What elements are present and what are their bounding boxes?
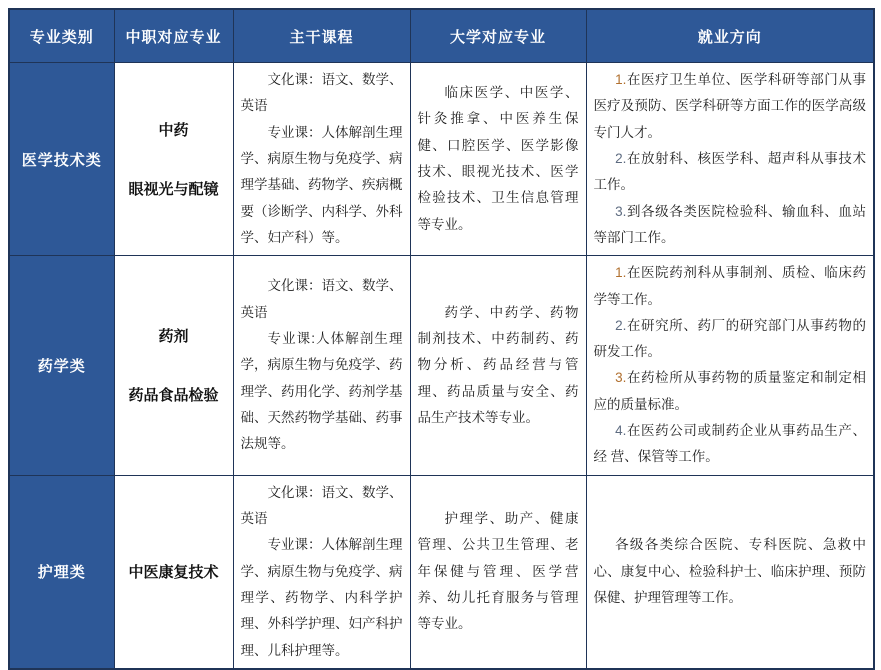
employment-item-text: 在药检所从事药物的质量鉴定和制定相应的质量标准。 bbox=[593, 370, 866, 412]
course-text: 语文、数学、英语 bbox=[240, 72, 403, 114]
category-cell: 药学类 bbox=[9, 256, 114, 476]
employment-item-text: 在放射科、核医学科、超声科从事技术工作。 bbox=[593, 150, 866, 193]
course-paragraph bbox=[241, 273, 403, 326]
employment-cell bbox=[586, 475, 874, 669]
course-paragraph bbox=[241, 532, 403, 664]
course-label: 专业课： bbox=[267, 537, 322, 553]
employment-item-number: 4. bbox=[615, 423, 627, 439]
university-majors-cell bbox=[410, 475, 586, 669]
course-label: 文化课： bbox=[267, 72, 322, 87]
major-line: 中药 bbox=[158, 122, 189, 140]
course-paragraph bbox=[241, 480, 403, 533]
secondary-major-cell bbox=[114, 475, 233, 669]
courses-cell bbox=[233, 475, 410, 669]
table-row-pharmacy bbox=[9, 256, 874, 476]
employment-item-number: 1. bbox=[615, 72, 627, 87]
table-row-medical-tech bbox=[9, 63, 874, 256]
course-paragraph bbox=[241, 120, 403, 252]
course-label: 文化课： bbox=[267, 278, 322, 294]
course-text: 人体解剖生理学、病原生物与免疫学、病理学基础、药物学、疾病概要（诊断学、内科学、外科学、妇产科）等。 bbox=[240, 124, 403, 245]
major-line: 中医康复技术 bbox=[128, 564, 219, 582]
employment-item-text: 各级各类综合医院、专科医院、急救中心、康复中心、检验科护士、临床护理、预防保健、护理管理等工作。 bbox=[593, 537, 866, 605]
university-majors-cell bbox=[410, 63, 586, 256]
course-label: 专业课： bbox=[267, 124, 322, 140]
university-majors-text: 护理学、助产、健康管理、公共卫生管理、老年保健与管理、医学营养、幼儿托育服务与管理等专业。 bbox=[417, 511, 579, 632]
majors-table-wrap bbox=[8, 8, 875, 670]
employment-item-text: 在医药公司或制药企业从事药品生产、经 营、保管等工作。 bbox=[593, 423, 866, 465]
header-university-major: 大学对应专业 bbox=[410, 9, 586, 63]
major-line: 眼视光与配镜 bbox=[128, 181, 219, 199]
course-text: 语文、数学、英语 bbox=[240, 484, 403, 526]
course-text: 人体解剖生理学，病原生物与免疫学、药理学、药用化学、药剂学基础、天然药物学基础、药事法规等。 bbox=[240, 330, 403, 452]
employment-cell bbox=[586, 63, 874, 256]
course-paragraph bbox=[241, 326, 403, 458]
header-core-courses: 主干课程 bbox=[233, 9, 410, 63]
employment-item-text: 在研究所、药厂的研究部门从事药物的研发工作。 bbox=[593, 317, 866, 360]
majors-table bbox=[8, 8, 875, 670]
university-majors-text: 临床医学、中医学、针灸推拿、中医养生保健、口腔医学、医学影像技术、眼视光技术、医学检验技术、卫生信息管理等专业。 bbox=[417, 85, 579, 232]
employment-item-number: 3. bbox=[615, 203, 627, 219]
header-employment: 就业方向 bbox=[586, 9, 874, 63]
header-category: 专业类别 bbox=[9, 9, 114, 63]
university-majors-text: 药学、中药学、药物制剂技术、中药制药、药物分析、药品经营与管理、药品质量与安全、药品生产技术等专业。 bbox=[417, 304, 579, 425]
employment-item-number: 2. bbox=[615, 150, 627, 166]
course-text: 人体解剖生理学、病原生物与免疫学、病理学、药物学、内科学护理、外科学护理、妇产科护理、儿科护理等。 bbox=[240, 537, 403, 658]
secondary-major-cell bbox=[114, 63, 233, 256]
course-paragraph bbox=[241, 67, 403, 120]
header-row bbox=[9, 9, 874, 63]
courses-cell bbox=[233, 256, 410, 476]
major-line: 药品食品检验 bbox=[128, 387, 219, 405]
employment-item-number: 3. bbox=[615, 370, 627, 386]
university-majors-cell bbox=[410, 256, 586, 476]
employment-item bbox=[594, 313, 867, 366]
course-label: 专业课: bbox=[267, 330, 315, 346]
header-secondary-major: 中职对应专业 bbox=[114, 9, 233, 63]
employment-item-number: 2. bbox=[615, 317, 627, 333]
employment-cell bbox=[586, 256, 874, 476]
course-text: 语文、数学、英语 bbox=[240, 278, 403, 320]
employment-item bbox=[594, 532, 867, 611]
employment-item-text: 在医院药剂科从事制剂、质检、临床药学等工作。 bbox=[593, 265, 866, 307]
employment-item bbox=[594, 67, 867, 146]
employment-item bbox=[594, 365, 867, 418]
category-cell: 医学技术类 bbox=[9, 63, 114, 256]
employment-item bbox=[594, 260, 867, 313]
employment-item-text: 到各级各类医院检验科、输血科、血站等部门工作。 bbox=[593, 203, 866, 245]
employment-item bbox=[594, 199, 867, 252]
table-row-nursing bbox=[9, 475, 874, 669]
major-line: 药剂 bbox=[158, 328, 189, 346]
employment-item bbox=[594, 146, 867, 199]
employment-item bbox=[594, 418, 867, 471]
courses-cell bbox=[233, 63, 410, 256]
category-cell: 护理类 bbox=[9, 475, 114, 669]
secondary-major-cell bbox=[114, 256, 233, 476]
employment-item-number: 1. bbox=[615, 265, 627, 281]
employment-item-text: 在医疗卫生单位、医学科研等部门从事医疗及预防、医学科研等方面工作的医学高级专门人才。 bbox=[593, 72, 866, 140]
course-label: 文化课： bbox=[267, 484, 322, 500]
